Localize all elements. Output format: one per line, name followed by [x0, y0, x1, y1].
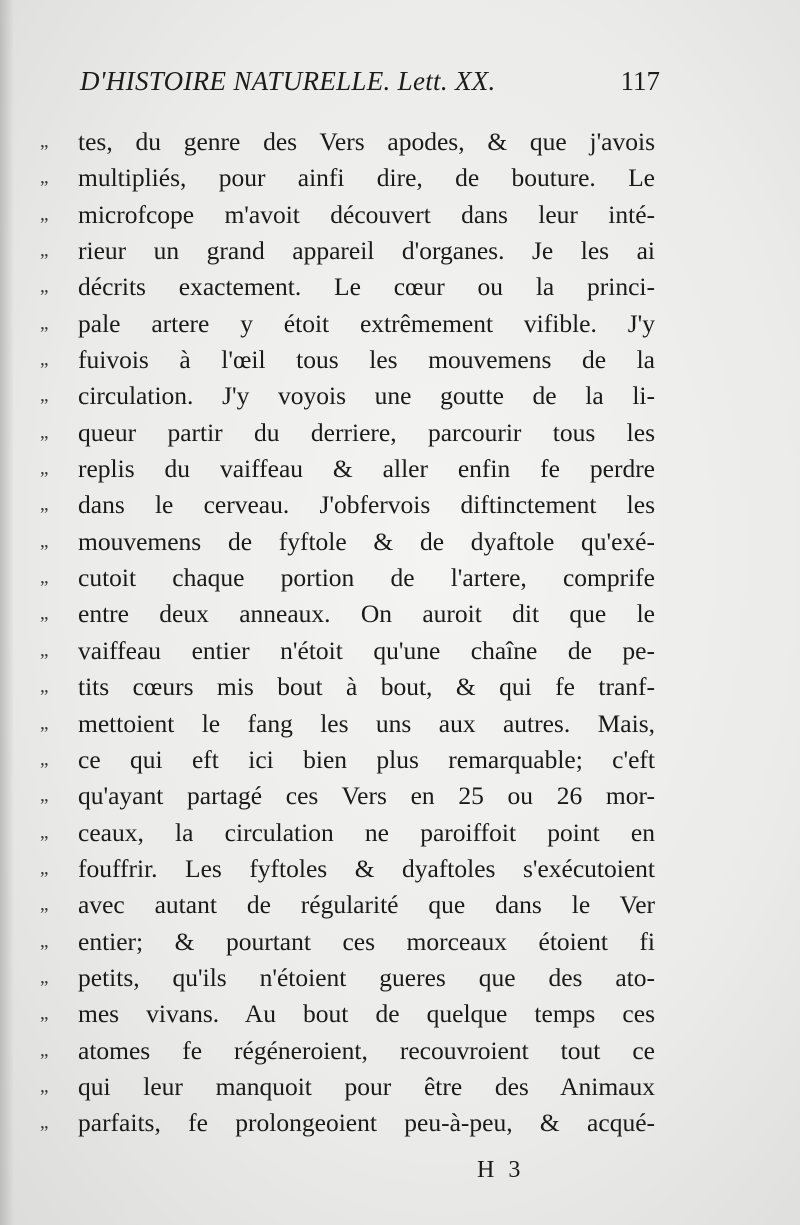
text-line	[40, 306, 655, 342]
quotation-mark: „	[40, 167, 49, 189]
running-title: D'HISTOIRE NATURELLE. Lett. XX.	[80, 66, 496, 96]
quotation-mark: „	[40, 494, 49, 516]
line-text: qui leur manquoit pour être des Animaux	[78, 1071, 655, 1101]
line-text: cutoit chaque portion de l'artere, comprife	[78, 563, 655, 593]
line-text: replis du vaiffeau & aller enfin fe perdre	[78, 454, 655, 484]
quotation-mark: „	[40, 385, 49, 407]
quotation-mark: „	[40, 603, 49, 625]
quotation-mark: „	[40, 567, 49, 589]
line-text: pale artere y étoit extrêmement vifible. J'y	[78, 308, 655, 338]
body-text	[40, 124, 655, 1142]
line-text: entier; & pourtant ces morceaux étoient fi	[78, 926, 655, 956]
text-line	[40, 378, 655, 414]
line-text: microfcope m'avoit découvert dans leur inté-	[78, 199, 655, 229]
line-text: ce qui eft ici bien plus remarquable; c'eft	[78, 744, 655, 774]
text-line	[40, 851, 655, 887]
text-line	[40, 815, 655, 851]
text-line	[40, 887, 655, 923]
line-text: tes, du genre des Vers apodes, & que j'avois	[78, 127, 655, 156]
quotation-mark: „	[40, 349, 49, 371]
line-text: tits cœurs mis bout à bout, & qui fe tranf-	[78, 672, 655, 702]
quotation-mark: „	[40, 894, 49, 916]
text-line	[40, 124, 655, 160]
quotation-mark: „	[40, 1075, 49, 1097]
line-text: ceaux, la circulation ne paroiffoit point en	[78, 817, 655, 847]
line-text: fouffrir. Les fyftoles & dyaftoles s'exécutoient	[78, 853, 655, 883]
line-text: fuivois à l'œil tous les mouvemens de la	[78, 345, 655, 375]
quotation-mark: „	[40, 966, 49, 988]
quotation-mark: „	[40, 930, 49, 952]
page-number: 117	[620, 66, 660, 96]
line-text: circulation. J'y voyois une goutte de la li-	[78, 381, 655, 411]
quotation-mark: „	[40, 785, 49, 807]
quotation-mark: „	[40, 857, 49, 879]
line-text: mouvemens de fyftole & de dyaftole qu'exé-	[78, 526, 655, 556]
text-line	[40, 451, 655, 487]
text-line	[40, 233, 655, 269]
text-line	[40, 560, 655, 596]
quotation-mark: „	[40, 1003, 49, 1025]
quotation-mark: „	[40, 821, 49, 843]
signature-mark: H 3	[477, 1157, 525, 1183]
text-line	[40, 487, 655, 523]
line-text: avec autant de régularité que dans le Ver	[78, 890, 655, 920]
line-text: entre deux anneaux. On auroit dit que le	[78, 599, 655, 629]
line-text: parfaits, fe prolongeoient peu-à-peu, & acqué-	[78, 1108, 655, 1138]
text-line	[40, 706, 655, 742]
text-line	[40, 342, 655, 378]
line-text: atomes fe régéneroient, recouvroient tout ce	[78, 1035, 655, 1065]
text-line	[40, 669, 655, 705]
line-text: qu'ayant partagé ces Vers en 25 ou 26 mor-	[78, 781, 655, 811]
text-line	[40, 1033, 655, 1069]
quotation-mark: „	[40, 1039, 49, 1061]
text-line	[40, 197, 655, 233]
line-text: mes vivans. Au bout de quelque temps ces	[78, 999, 655, 1029]
line-text: décrits exactement. Le cœur ou la princi-	[78, 272, 655, 302]
text-line	[40, 924, 655, 960]
page-gutter-shadow	[0, 0, 14, 1225]
quotation-mark: „	[40, 1112, 49, 1134]
text-line	[40, 160, 655, 196]
text-line	[40, 778, 655, 814]
text-line	[40, 1105, 655, 1141]
line-text: mettoient le fang les uns aux autres. Mais,	[78, 708, 655, 738]
quotation-mark: „	[40, 458, 49, 480]
text-line	[40, 960, 655, 996]
quotation-mark: „	[40, 276, 49, 298]
line-text: vaiffeau entier n'étoit qu'une chaîne de pe-	[78, 635, 655, 665]
quotation-mark: „	[40, 530, 49, 552]
page-header	[80, 66, 660, 106]
line-text: multipliés, pour ainfi dire, de bouture. Le	[78, 163, 655, 193]
text-line	[40, 996, 655, 1032]
quotation-mark: „	[40, 203, 49, 225]
quotation-mark: „	[40, 312, 49, 334]
text-line	[40, 596, 655, 632]
text-line	[40, 1069, 655, 1105]
quotation-mark: „	[40, 748, 49, 770]
quotation-mark: „	[40, 676, 49, 698]
line-text: dans le cerveau. J'obfervois diftinctement les	[78, 490, 655, 520]
quotation-mark: „	[40, 240, 49, 262]
text-line	[40, 742, 655, 778]
line-text: queur partir du derriere, parcourir tous les	[78, 417, 655, 447]
text-line	[40, 524, 655, 560]
line-text: petits, qu'ils n'étoient gueres que des ato-	[78, 962, 655, 992]
line-text: rieur un grand appareil d'organes. Je les ai	[78, 236, 655, 266]
text-line	[40, 415, 655, 451]
text-line	[40, 633, 655, 669]
quotation-mark: „	[40, 131, 49, 152]
quotation-mark: „	[40, 639, 49, 661]
quotation-mark: „	[40, 712, 49, 734]
quotation-mark: „	[40, 421, 49, 443]
text-line	[40, 269, 655, 305]
